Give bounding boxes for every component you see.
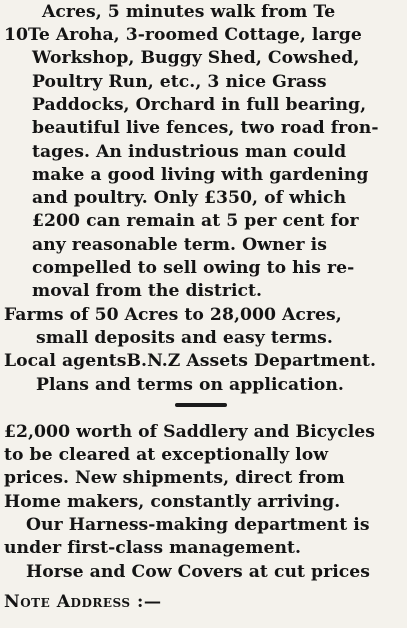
saddlery-line-2: to be cleared at exceptionally low: [4, 445, 329, 465]
listing-line-11: any reasonable term. Owner is: [32, 235, 327, 255]
listing-line-10: £200 can remain at 5 per cent for: [32, 211, 359, 231]
listing-line-8: make a good living with gardening: [32, 165, 369, 185]
saddlery-line-3: prices. New shipments, direct from: [4, 468, 345, 488]
farms-line-2: small deposits and easy terms.: [36, 328, 333, 348]
harness-line-1: Our Harness-making department is: [26, 515, 370, 535]
section-divider: [175, 403, 227, 407]
note-address: Note Address :—: [4, 592, 162, 612]
covers-line: Horse and Cow Covers at cut prices: [26, 562, 371, 582]
listing-line-4: Poultry Run, etc., 3 nice Grass: [32, 72, 327, 92]
farms-line-1: Farms of 50 Acres to 28,000 Acres,: [4, 305, 342, 325]
harness-line-2: under first-class management.: [4, 538, 302, 558]
listing-line-1: Acres, 5 minutes walk from Te: [42, 2, 336, 22]
saddlery-line-1: £2,000 worth of Saddlery and Bicycles: [4, 422, 376, 442]
saddlery-line-4: Home makers, constantly arriving.: [4, 492, 341, 512]
listing-line-7: tages. An industrious man could: [32, 142, 347, 162]
listing-line-9: and poultry. Only £350, of which: [32, 188, 347, 208]
listing-line-5: Paddocks, Orchard in full bearing,: [32, 95, 367, 115]
listing-line-13: moval from the district.: [32, 281, 263, 301]
listing-line-2: 10Te Aroha, 3-roomed Cottage, large: [4, 25, 362, 45]
listing-line-12: compelled to sell owing to his re-: [32, 258, 355, 278]
agents-line-2: Plans and terms on application.: [36, 375, 344, 395]
listing-line-6: beautiful live fences, two road fron-: [32, 118, 379, 138]
listing-line-3: Workshop, Buggy Shed, Cowshed,: [32, 48, 360, 68]
agents-line-1: Local agentsB.N.Z Assets Department.: [4, 351, 377, 371]
